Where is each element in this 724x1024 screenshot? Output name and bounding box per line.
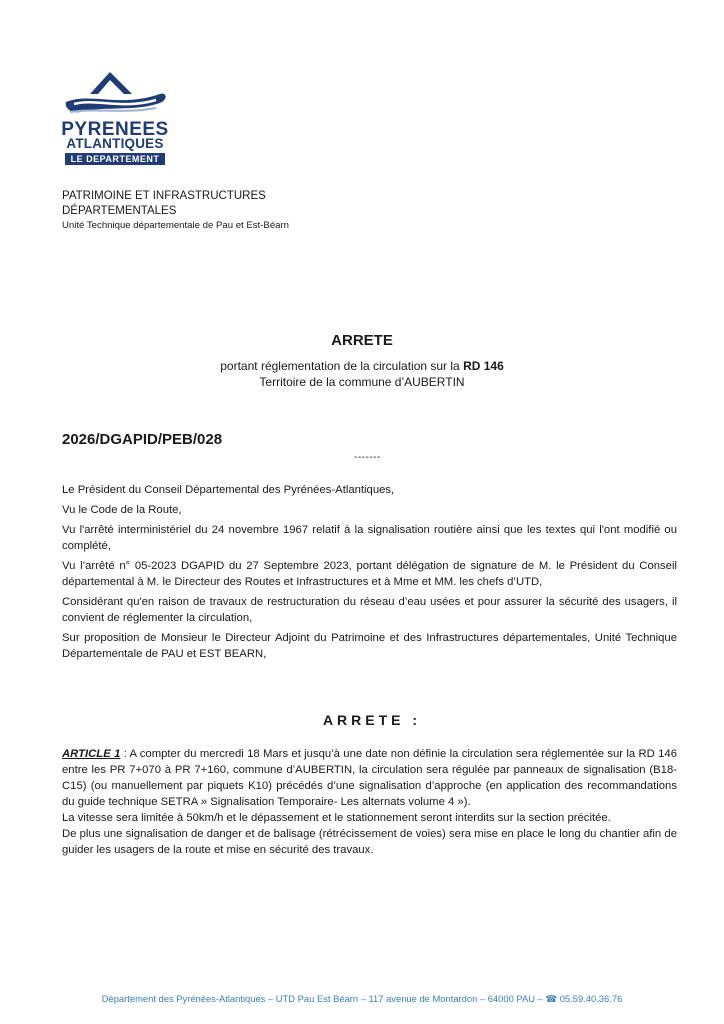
phone-icon: ☎ [545,993,558,1004]
document-title: ARRETE [331,332,393,349]
logo-line2: ATLANTIQUES [66,136,164,151]
article-1-label: ARTICLE 1 [62,748,121,760]
department-line1: PATRIMOINE ET INFRASTRUCTURES [62,190,266,202]
preamble-item: Vu l'arrêté interministériel du 24 novembre 1967 relatif à la signalisation routière ainsi que les textes qui l'ont modifié ou complété, [62,524,677,552]
preamble-item: Considérant qu'en raison de travaux de restructuration du réseau d’eau usées et pour assurer la sécurité des usagers, il convient de réglementer la circulation, [62,596,677,624]
logo-line1: PYRENEES [61,119,169,140]
page-footer [0,993,724,1005]
department-logo [60,68,170,168]
department-unit: Unité Technique départementale de Pau et Est-Béarn [62,220,290,231]
preamble [62,482,677,666]
subtitle-road: RD 146 [463,359,504,373]
department-header [62,189,289,232]
article-1-speed: La vitesse sera limitée à 50km/h et le dépassement et le stationnement seront interdits sur la section précitée. [62,812,611,824]
preamble-item: Sur proposition de Monsieur le Directeur Adjoint du Patrimoine et des Infrastructures départementales, Unité Technique Départementale de PAU et EST BEARN, [62,632,677,660]
logo-band: LE DEPARTEMENT [65,153,165,165]
article-1-text: : A compter du mercredi 18 Mars et jusqu’à une date non définie la circulation sera réglementée sur la RD 146 entre les PR 7+070 à PR 7+160, commune d’AUBERTIN, la circulation sera régulée par panneaux de signalisation (B18-C15) (ou manuellement par piquets K10) précédés d’une signalisation d’approche (en application des recommandations du guide technique SETRA » Signalisation Temporaire- Les alternats volume 4 »). [62,748,677,808]
preamble-item: Vu le Code de la Route, [62,504,182,516]
preamble-item: Le Président du Conseil Départemental des Pyrénées-Atlantiques, [62,484,395,496]
preamble-item: Vu l’arrêté n° 05-2023 DGAPID du 27 Septembre 2023, portant délégation de signature de M. le Président du Conseil départemental à M. le Directeur des Routes et Infrastructures et à Mme et MM. les chefs d’UTD, [62,560,677,588]
subtitle-text: portant réglementation de la circulation sur la [220,359,464,373]
footer-address: Département des Pyrénées-Atlantiques – UTD Pau Est Béarn – 117 avenue de Montardon – 64000 PAU – [101,993,546,1004]
article-1 [62,746,677,858]
footer-phone: 05.59.40.36.76 [557,993,623,1004]
reference-number: 2026/DGAPID/PEB/028 [62,431,223,448]
department-line2: DÉPARTEMENTALES [62,205,177,217]
decision-title: ARRETE : [322,712,422,728]
document-territory: Territoire de la commune d’AUBERTIN [259,375,465,389]
article-1-paragraph [62,746,677,810]
separator: ------- [354,452,381,463]
mountain-wave-icon [60,68,170,124]
article-1-signage: De plus une signalisation de danger et de balisage (rétrécissement de voies) sera mise en place le long du chantier afin de guider les usagers de la route et mise en sécurité des travaux. [62,828,677,856]
document-subtitle [0,359,724,373]
